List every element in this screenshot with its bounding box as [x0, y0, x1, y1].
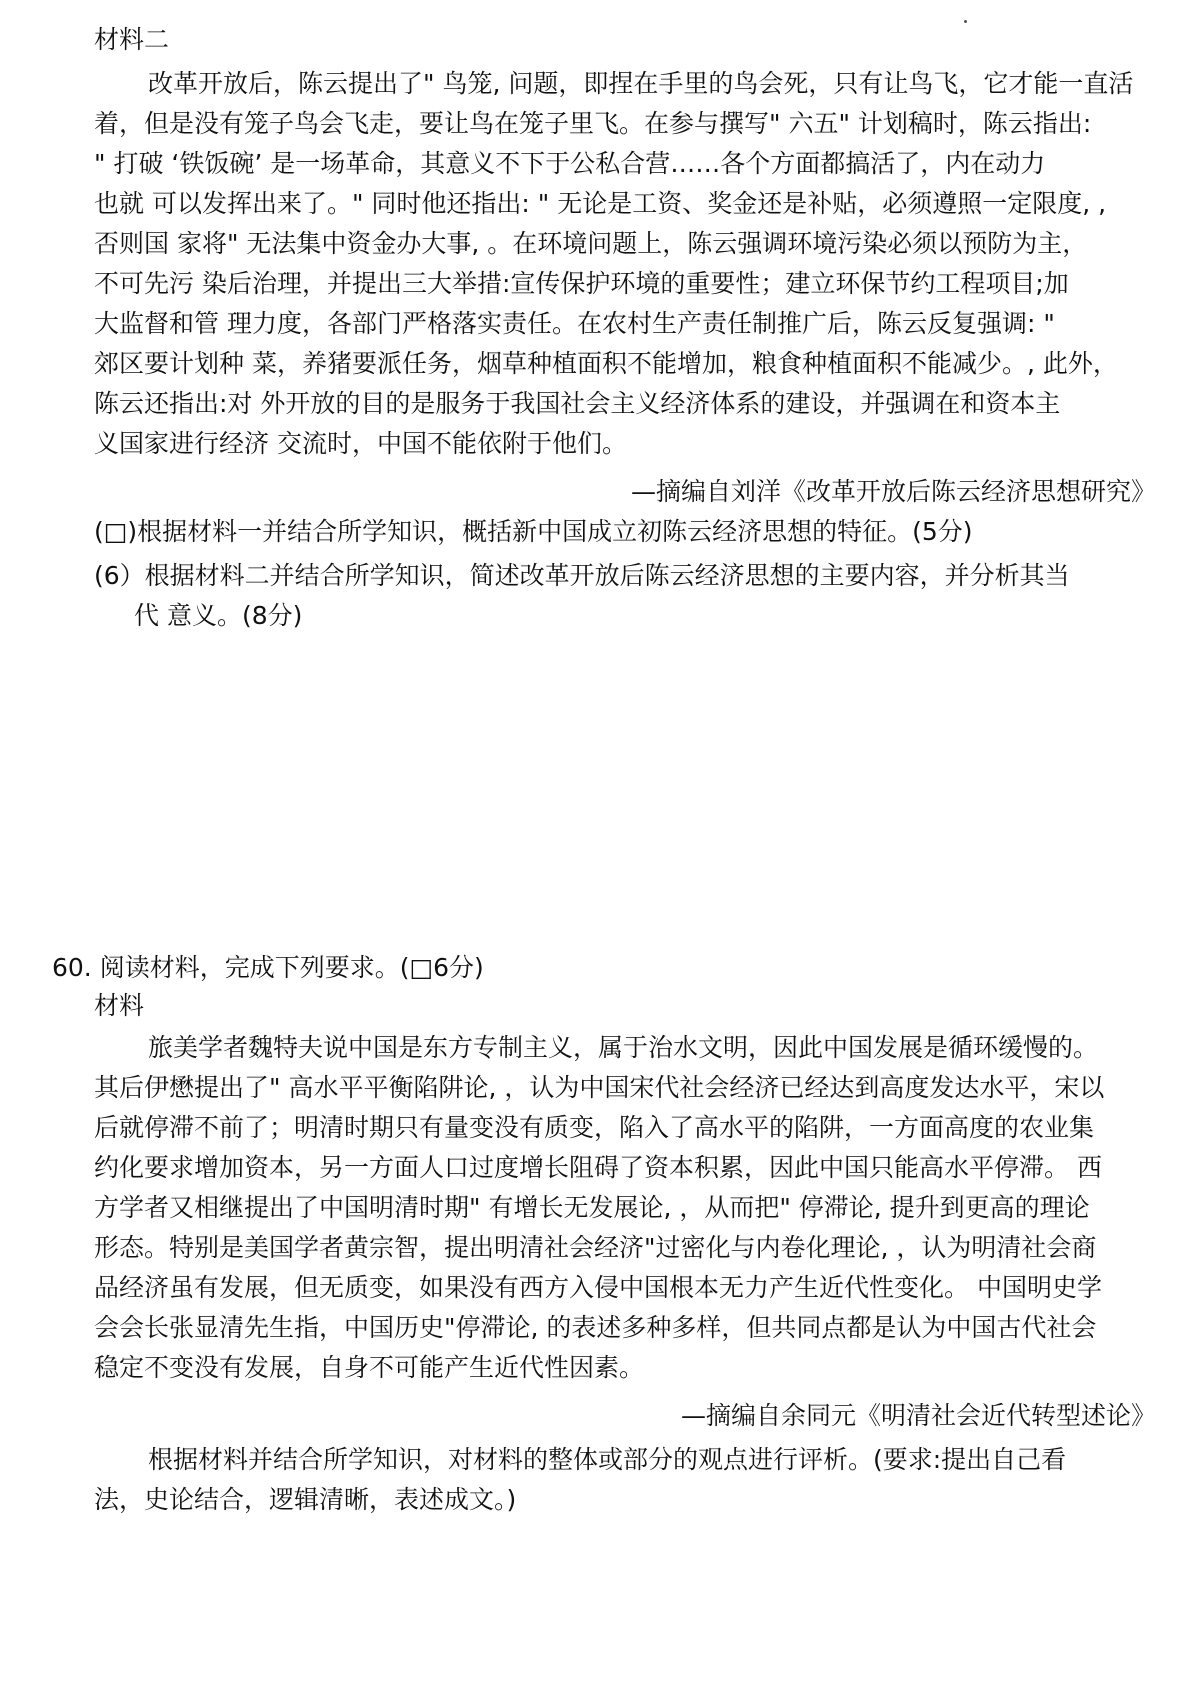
question-60-material-line: 会会长张显清先生指，中国历史"停滞论, 的表述多种多样，但共同点都是认为中国古代社会 [94, 1313, 1097, 1342]
question-60-source: —摘编自余同元《明清社会近代转型述论》 [680, 1401, 1156, 1430]
material-two-line: 着，但是没有笼子鸟会飞走，要让鸟在笼子里飞。在参与撰写" 六五" 计划稿时，陈云指出: [94, 109, 1092, 138]
question-60-material-line: 约化要求增加资本，另一方面人口过度增长阻碍了资本积累，因此中国只能高水平停滞。 西 [94, 1153, 1102, 1182]
question-60-material-line: 后就停滞不前了；明清时期只有量变没有质变，陷入了高水平的陷阱，一方面高度的农业集 [94, 1113, 1095, 1142]
material-two-line: 大监督和管 理力度，各部门严格落实责任。在农村生产责任制推广后，陈云反复强调: " [94, 309, 1055, 338]
question-6-line: (6）根据材料二并结合所学知识，简述改革开放后陈云经济思想的主要内容，并分析其当 [94, 561, 1070, 590]
question-60-task-line: 法，史论结合，逻辑清晰，表述成文。) [94, 1485, 517, 1514]
material-two-line: 改革开放后，陈云提出了" 鸟笼, 问题，即捏在手里的鸟会死，只有让鸟飞，它才能一直活 [148, 69, 1134, 98]
question-6-line: 代 意义。(8分) [134, 601, 303, 630]
question-5: (□)根据材料一并结合所学知识，概括新中国成立初陈云经济思想的特征。(5分) [94, 517, 973, 546]
material-two-line: " 打破 ‘铁饭碗’ 是一场革命，其意义不下于公私合营……各个方面都搞活了，内在动力 [94, 149, 1046, 178]
question-60-task-line: 根据材料并结合所学知识，对材料的整体或部分的观点进行评析。(要求:提出自己看 [148, 1445, 1067, 1474]
question-60-material-line: 其后伊懋提出了" 高水平平衡陷阱论, ，认为中国宋代社会经济已经达到高度发达水平，宋以 [94, 1073, 1105, 1102]
question-60-material-line: 品经济虽有发展，但无质变，如果没有西方入侵中国根本无力产生近代性变化。 中国明史学 [94, 1273, 1102, 1302]
material-two-line: 也就 可以发挥出来了。" 同时他还指出: " 无论是工资、奖金还是补贴，必须遵照一定限度, , [94, 189, 1107, 218]
question-60-material-line: 稳定不变没有发展，自身不可能产生近代性因素。 [94, 1353, 645, 1382]
material-two-source: —摘编自刘洋《改革开放后陈云经济思想研究》 [630, 477, 1156, 506]
material-two-line: 义国家进行经济 交流时，中国不能依附于他们。 [94, 429, 627, 458]
material-two-line: 陈云还指出:对 外开放的目的是服务于我国社会主义经济体系的建设，并强调在和资本主 [94, 389, 1061, 418]
question-60-material-line: 方学者又相继提出了中国明清时期" 有增长无发展论, ，从而把" 停滞论, 提升到更高的理论 [94, 1193, 1090, 1222]
material-two-line: 不可先污 染后治理，并提出三大举措:宣传保护环境的重要性；建立环保节约工程项目;加 [94, 269, 1069, 298]
material-two-label: 材料二 [94, 25, 170, 54]
question-60-material-label: 材料 [94, 991, 145, 1020]
material-two-line: 郊区要计划种 菜，养猪要派任务，烟草种植面积不能增加，粮食种植面积不能减少。, 此外， [94, 349, 1118, 378]
material-two-line: 否则国 家将" 无法集中资金办大事, 。在环境问题上，陈云强调环境污染必须以预防为主， [94, 229, 1088, 258]
question-60-header: 60. 阅读材料，完成下列要求。(□6分) [52, 953, 484, 982]
question-60-material-line: 形态。特别是美国学者黄宗智，提出明清社会经济"过密化与内卷化理论, ，认为明清社会商 [94, 1233, 1097, 1262]
question-60-material-line: 旅美学者魏特夫说中国是东方专制主义，属于治水文明，因此中国发展是循环缓慢的。 [148, 1033, 1099, 1062]
